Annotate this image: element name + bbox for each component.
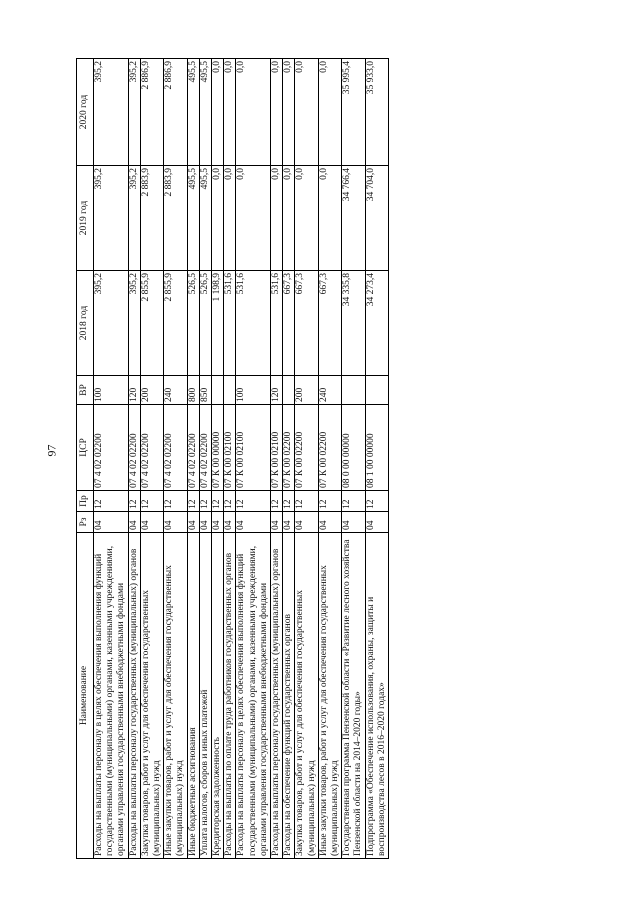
row-rz: 04 <box>199 512 211 533</box>
row-rz: 04 <box>212 512 224 533</box>
row-2018: 667,3 <box>295 271 318 376</box>
row-name: Подпрограмма «Обеспечение использования, охраны, защиты и воспроизводства лесов в 2016–2020 годах» <box>365 533 388 859</box>
row-pr: 12 <box>342 491 365 512</box>
row-pr: 12 <box>199 491 211 512</box>
row-vr <box>365 376 388 405</box>
table-row <box>94 59 129 859</box>
table-header-row <box>77 59 94 859</box>
row-2020: 0,0 <box>212 59 224 166</box>
table-body <box>94 59 389 859</box>
row-2018: 531,6 <box>224 271 236 376</box>
page-number: 97 <box>44 444 59 457</box>
header-name: Наименование <box>77 533 94 859</box>
row-vr: 120 <box>128 376 140 405</box>
row-csr: 07 4 02 02200 <box>187 405 199 491</box>
row-pr: 12 <box>236 491 271 512</box>
row-2019: 2 883,9 <box>140 166 163 271</box>
row-name: Иные закупки товаров, работ и услуг для обеспечения государственных (муниципальных) нужд <box>318 533 341 859</box>
row-2020: 2 886,9 <box>140 59 163 166</box>
table-row <box>212 59 224 859</box>
row-2019: 0,0 <box>236 166 271 271</box>
row-csr: 07 К 00 02200 <box>283 405 295 491</box>
row-2018: 667,3 <box>318 271 341 376</box>
row-2018: 395,2 <box>128 271 140 376</box>
row-2018: 395,2 <box>94 271 129 376</box>
row-2019: 34 704,0 <box>365 166 388 271</box>
table-row <box>128 59 140 859</box>
header-pr: Пр <box>77 491 94 512</box>
row-pr: 12 <box>187 491 199 512</box>
row-2018: 526,5 <box>187 271 199 376</box>
row-pr: 12 <box>224 491 236 512</box>
row-2019: 0,0 <box>271 166 283 271</box>
row-name: Кредиторская задолженность <box>212 533 224 859</box>
row-2020: 35 995,4 <box>342 59 365 166</box>
row-csr: 07 К 00 02200 <box>318 405 341 491</box>
row-2019: 395,2 <box>128 166 140 271</box>
row-name: Уплата налогов, сборов и иных платежей <box>199 533 211 859</box>
row-name: Расходы на выплаты персоналу в целях обеспечения выполнения функций государственными (муниципальными) органами, казенными учреждениями, органами управления государственными внебюджетными фондами <box>94 533 129 859</box>
row-name: Расходы на выплаты персоналу государственных (муниципальных) органов <box>271 533 283 859</box>
row-2019: 495,5 <box>187 166 199 271</box>
row-name: Расходы на обеспечение функций государственных органов <box>283 533 295 859</box>
table-row <box>199 59 211 859</box>
row-rz: 04 <box>164 512 187 533</box>
row-2020: 0,0 <box>318 59 341 166</box>
row-vr: 120 <box>271 376 283 405</box>
row-vr: 100 <box>236 376 271 405</box>
row-pr: 12 <box>140 491 163 512</box>
row-vr: 800 <box>187 376 199 405</box>
row-rz: 04 <box>140 512 163 533</box>
row-vr: 850 <box>199 376 211 405</box>
row-vr: 200 <box>140 376 163 405</box>
row-2018: 531,6 <box>271 271 283 376</box>
row-rz: 04 <box>236 512 271 533</box>
row-pr: 12 <box>283 491 295 512</box>
row-name: Расходы на выплаты персоналу в целях обеспечения выполнения функций государственными (муниципальными) органами, казенными учреждениями, органами управления государственными внебюджетными фондами <box>236 533 271 859</box>
row-vr: 200 <box>295 376 318 405</box>
row-pr: 12 <box>128 491 140 512</box>
row-vr <box>212 376 224 405</box>
row-pr: 12 <box>164 491 187 512</box>
row-rz: 04 <box>318 512 341 533</box>
table-row <box>164 59 187 859</box>
row-2019: 495,5 <box>199 166 211 271</box>
row-csr: 07 К 00 00000 <box>212 405 224 491</box>
row-csr: 07 4 02 02200 <box>94 405 129 491</box>
row-rz: 04 <box>342 512 365 533</box>
row-2019: 0,0 <box>224 166 236 271</box>
row-2020: 0,0 <box>224 59 236 166</box>
row-2018: 526,5 <box>199 271 211 376</box>
row-name: Расходы на выплаты персоналу государственных (муниципальных) органов <box>128 533 140 859</box>
row-rz: 04 <box>128 512 140 533</box>
row-2020: 395,2 <box>128 59 140 166</box>
row-vr: 240 <box>164 376 187 405</box>
row-2020: 0,0 <box>271 59 283 166</box>
row-2018: 34 273,4 <box>365 271 388 376</box>
row-2018: 2 855,9 <box>140 271 163 376</box>
row-2020: 0,0 <box>295 59 318 166</box>
row-vr <box>342 376 365 405</box>
row-2018: 1 198,9 <box>212 271 224 376</box>
header-2020: 2020 год <box>77 59 94 166</box>
table-row <box>224 59 236 859</box>
table-row <box>365 59 388 859</box>
row-rz: 04 <box>365 512 388 533</box>
row-csr: 08 0 00 00000 <box>342 405 365 491</box>
row-csr: 07 К 00 02200 <box>295 405 318 491</box>
header-2018: 2018 год <box>77 271 94 376</box>
table-row <box>140 59 163 859</box>
row-rz: 04 <box>224 512 236 533</box>
table-row <box>271 59 283 859</box>
row-pr: 12 <box>94 491 129 512</box>
row-rz: 04 <box>283 512 295 533</box>
row-vr <box>224 376 236 405</box>
budget-table <box>76 58 389 859</box>
header-vr: ВР <box>77 376 94 405</box>
row-2019: 0,0 <box>318 166 341 271</box>
row-2018: 531,6 <box>236 271 271 376</box>
row-2019: 0,0 <box>283 166 295 271</box>
row-2019: 395,2 <box>94 166 129 271</box>
row-csr: 07 4 02 02200 <box>164 405 187 491</box>
row-vr: 100 <box>94 376 129 405</box>
row-2018: 2 855,9 <box>164 271 187 376</box>
row-name: Закупка товаров, работ и услуг для обеспечения государственных (муниципальных) нужд <box>295 533 318 859</box>
header-rz: Рз <box>77 512 94 533</box>
row-pr: 12 <box>365 491 388 512</box>
table-row <box>342 59 365 859</box>
table-row <box>295 59 318 859</box>
row-2018: 34 335,8 <box>342 271 365 376</box>
row-2020: 0,0 <box>236 59 271 166</box>
row-vr: 240 <box>318 376 341 405</box>
row-2020: 35 933,0 <box>365 59 388 166</box>
row-pr: 12 <box>212 491 224 512</box>
row-name: Иные бюджетные ассигнования <box>187 533 199 859</box>
row-name: Закупка товаров, работ и услуг для обеспечения государственных (муниципальных) нужд <box>140 533 163 859</box>
row-name: Государственная программа Пензенской области «Развитие лесного хозяйства Пензенской области на 2014–2020 годы» <box>342 533 365 859</box>
row-pr: 12 <box>295 491 318 512</box>
table-row <box>187 59 199 859</box>
row-csr: 07 4 02 02200 <box>199 405 211 491</box>
header-csr: ЦСР <box>77 405 94 491</box>
row-pr: 12 <box>271 491 283 512</box>
row-2018: 667,3 <box>283 271 295 376</box>
row-2020: 495,5 <box>199 59 211 166</box>
row-csr: 07 4 02 02200 <box>128 405 140 491</box>
row-2020: 495,5 <box>187 59 199 166</box>
table-row <box>283 59 295 859</box>
rotated-page-content <box>76 59 556 859</box>
row-csr: 07 4 02 02200 <box>140 405 163 491</box>
row-rz: 04 <box>94 512 129 533</box>
row-2020: 0,0 <box>283 59 295 166</box>
row-csr: 07 К 00 02100 <box>271 405 283 491</box>
table-row <box>236 59 271 859</box>
row-2019: 34 766,4 <box>342 166 365 271</box>
row-rz: 04 <box>295 512 318 533</box>
row-csr: 08 1 00 00000 <box>365 405 388 491</box>
table-row <box>318 59 341 859</box>
header-2019: 2019 год <box>77 166 94 271</box>
row-rz: 04 <box>187 512 199 533</box>
row-2019: 0,0 <box>295 166 318 271</box>
row-csr: 07 К 00 02100 <box>224 405 236 491</box>
row-pr: 12 <box>318 491 341 512</box>
row-2019: 2 883,9 <box>164 166 187 271</box>
row-rz: 04 <box>271 512 283 533</box>
row-2020: 395,2 <box>94 59 129 166</box>
row-2019: 0,0 <box>212 166 224 271</box>
row-2020: 2 886,9 <box>164 59 187 166</box>
row-csr: 07 К 00 02100 <box>236 405 271 491</box>
row-name: Расходы на выплаты по оплате труда работников государственных органов <box>224 533 236 859</box>
row-name: Иные закупки товаров, работ и услуг для обеспечения государственных (муниципальных) нужд <box>164 533 187 859</box>
row-vr <box>283 376 295 405</box>
